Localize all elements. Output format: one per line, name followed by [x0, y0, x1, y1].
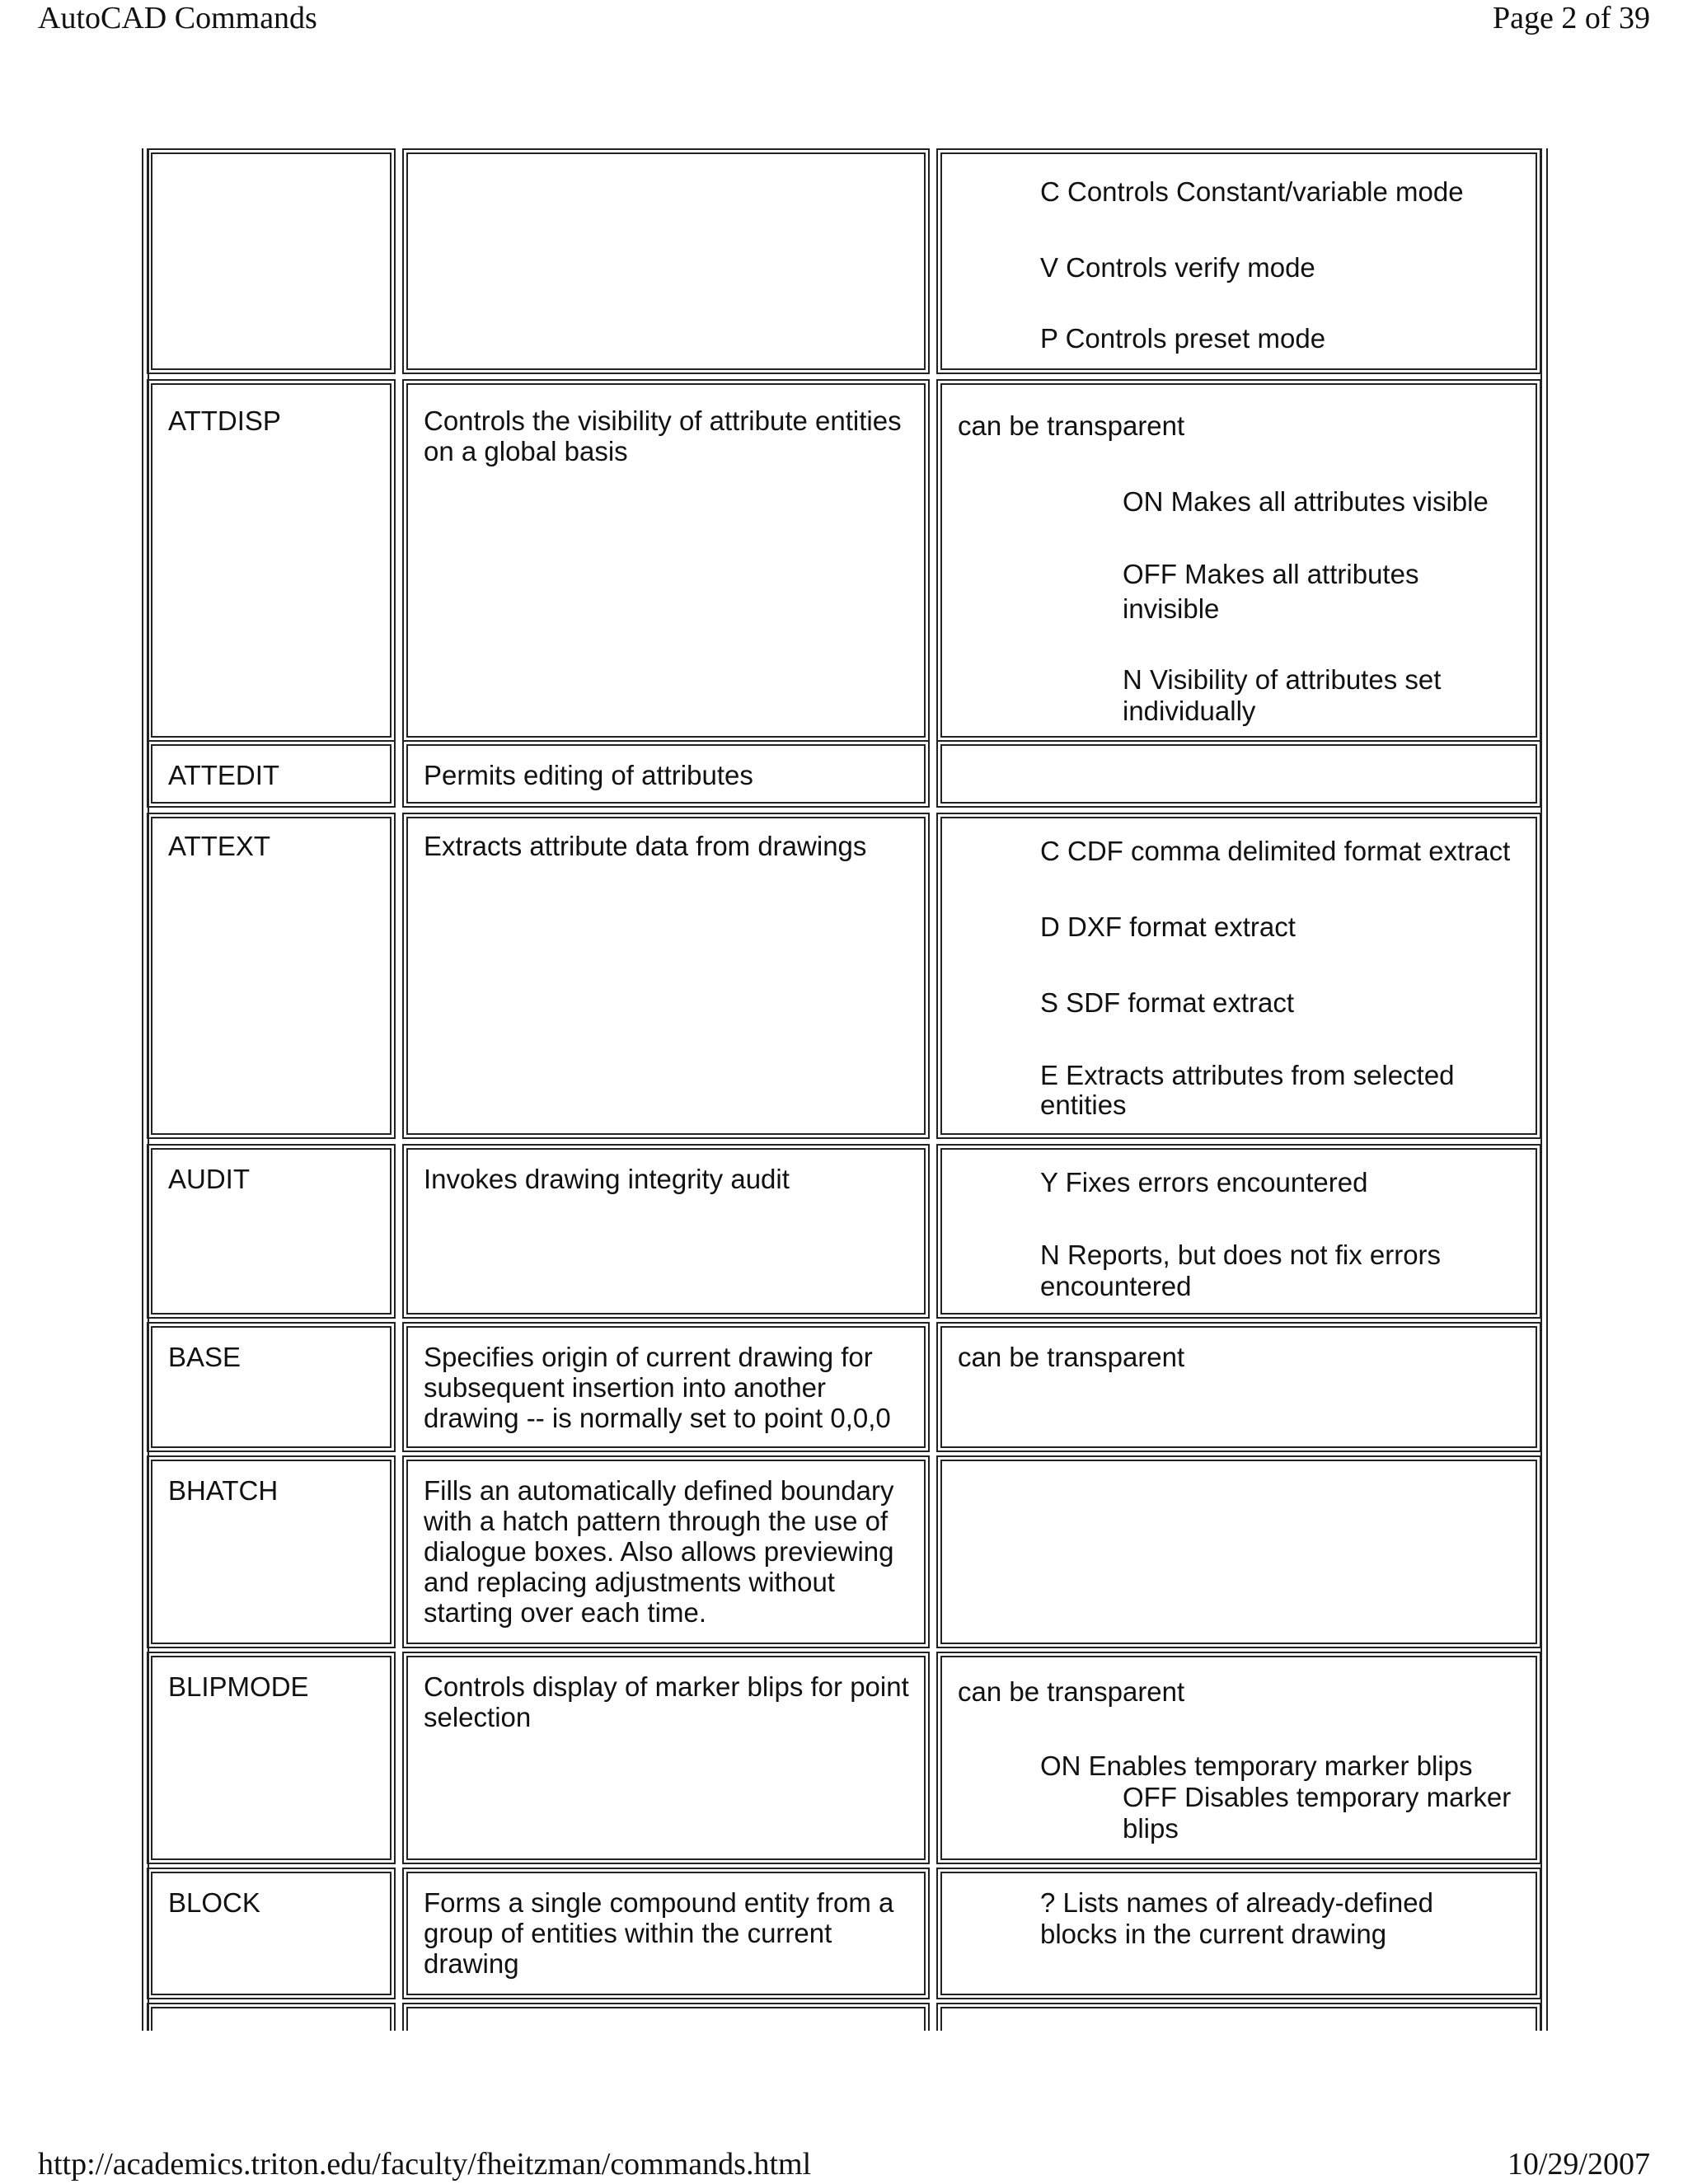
command-description: Controls the visibility of attribute entities on a global basis: [424, 405, 902, 466]
option-text: ? Lists names of already-defined: [1040, 1887, 1433, 1918]
command-description: Permits editing of attributes: [424, 760, 753, 790]
option-text: C CDF comma delimited format extract: [1040, 836, 1511, 866]
command-notes: can be transparent: [958, 410, 1185, 441]
page-url: http://academics.triton.edu/faculty/fheitzman/commands.html: [38, 2147, 812, 2182]
command-description: Extracts attribute data from drawings: [424, 831, 867, 861]
option-text: N Visibility of attributes set: [1123, 664, 1442, 695]
option-text: OFF Disables temporary marker: [1123, 1782, 1512, 1812]
cell-description-0: [402, 148, 930, 374]
option-text: ON Enables temporary marker blips: [1040, 1750, 1473, 1781]
option-text: OFF Makes all attributes: [1123, 559, 1419, 589]
command-name: ATTEXT: [168, 831, 271, 861]
cell-options-block: [936, 1868, 1541, 1999]
option-text: C Controls Constant/variable mode: [1040, 176, 1464, 207]
cell-description-attext: [402, 813, 930, 1139]
command-description: Forms a single compound entity from a group of entities within the current drawing: [424, 1887, 894, 1979]
cell-options-0: [936, 148, 1541, 374]
option-text: blocks in the current drawing: [1040, 1919, 1387, 1949]
page-date: 10/29/2007: [1507, 2147, 1650, 2182]
cell-options-audit: [936, 1144, 1541, 1319]
cell-command-block: [147, 1868, 396, 1999]
cell-options-attedit: [936, 740, 1541, 808]
cell-description-block: [402, 1868, 930, 1999]
option-text: Y Fixes errors encountered: [1040, 1167, 1368, 1197]
cell-command-bhatch: [147, 1455, 396, 1648]
cell-command-audit: [147, 1144, 396, 1319]
cell-options-base: [936, 1322, 1541, 1452]
cell-description-bhatch: [402, 1455, 930, 1648]
command-name: ATTDISP: [168, 405, 281, 436]
option-text: P Controls preset mode: [1040, 323, 1326, 354]
page-header-title: AutoCAD Commands: [38, 1, 317, 35]
cell-description-next: [402, 2003, 930, 2031]
option-text: S SDF format extract: [1040, 987, 1295, 1018]
command-name: BLOCK: [168, 1887, 260, 1918]
option-text: invisible: [1123, 593, 1220, 624]
cell-options-next: [936, 2003, 1541, 2031]
cell-command-attext: [147, 813, 396, 1139]
command-notes: can be transparent: [958, 1342, 1185, 1372]
cell-description-base: [402, 1322, 930, 1452]
cell-options-bhatch: [936, 1455, 1541, 1648]
option-text: blips: [1123, 1813, 1179, 1844]
cell-description-blipmode: [402, 1652, 930, 1864]
command-description: Invokes drawing integrity audit: [424, 1164, 790, 1194]
option-text: entities: [1040, 1090, 1127, 1120]
command-name: ATTEDIT: [168, 760, 280, 790]
option-text: V Controls verify mode: [1040, 252, 1315, 283]
cell-options-attdisp: [936, 379, 1541, 742]
command-notes: can be transparent: [958, 1676, 1185, 1707]
cell-description-attdisp: [402, 379, 930, 742]
option-text: encountered: [1040, 1271, 1192, 1301]
cell-command-0: [147, 148, 396, 374]
cell-command-blipmode: [147, 1652, 396, 1864]
cell-description-attedit: [402, 740, 930, 808]
command-name: BHATCH: [168, 1475, 279, 1506]
commands-table: [142, 148, 1548, 2031]
cell-options-blipmode: [936, 1652, 1541, 1864]
command-name: AUDIT: [168, 1164, 250, 1194]
option-text: D DXF format extract: [1040, 912, 1296, 942]
option-text: individually: [1123, 696, 1256, 726]
command-description: Fills an automatically defined boundary with a hatch pattern through the use of dialogue boxes. Also allows previewing and replacing adjustments without starting over each time.: [424, 1475, 894, 1628]
cell-command-attdisp: [147, 379, 396, 742]
command-name: BASE: [168, 1342, 241, 1372]
option-text: E Extracts attributes from selected: [1040, 1060, 1455, 1090]
cell-command-attedit: [147, 740, 396, 808]
option-text: N Reports, but does not fix errors: [1040, 1240, 1442, 1270]
cell-description-audit: [402, 1144, 930, 1319]
cell-options-attext: [936, 813, 1541, 1139]
command-description: Specifies origin of current drawing for subsequent insertion into another drawing -- is normally set to point 0,0,0: [424, 1342, 891, 1433]
page-number: Page 2 of 39: [1492, 1, 1650, 35]
command-description: Controls display of marker blips for point selection: [424, 1671, 909, 1732]
command-name: BLIPMODE: [168, 1671, 309, 1702]
cell-command-next: [147, 2003, 396, 2031]
option-text: ON Makes all attributes visible: [1123, 486, 1489, 517]
cell-command-base: [147, 1322, 396, 1452]
